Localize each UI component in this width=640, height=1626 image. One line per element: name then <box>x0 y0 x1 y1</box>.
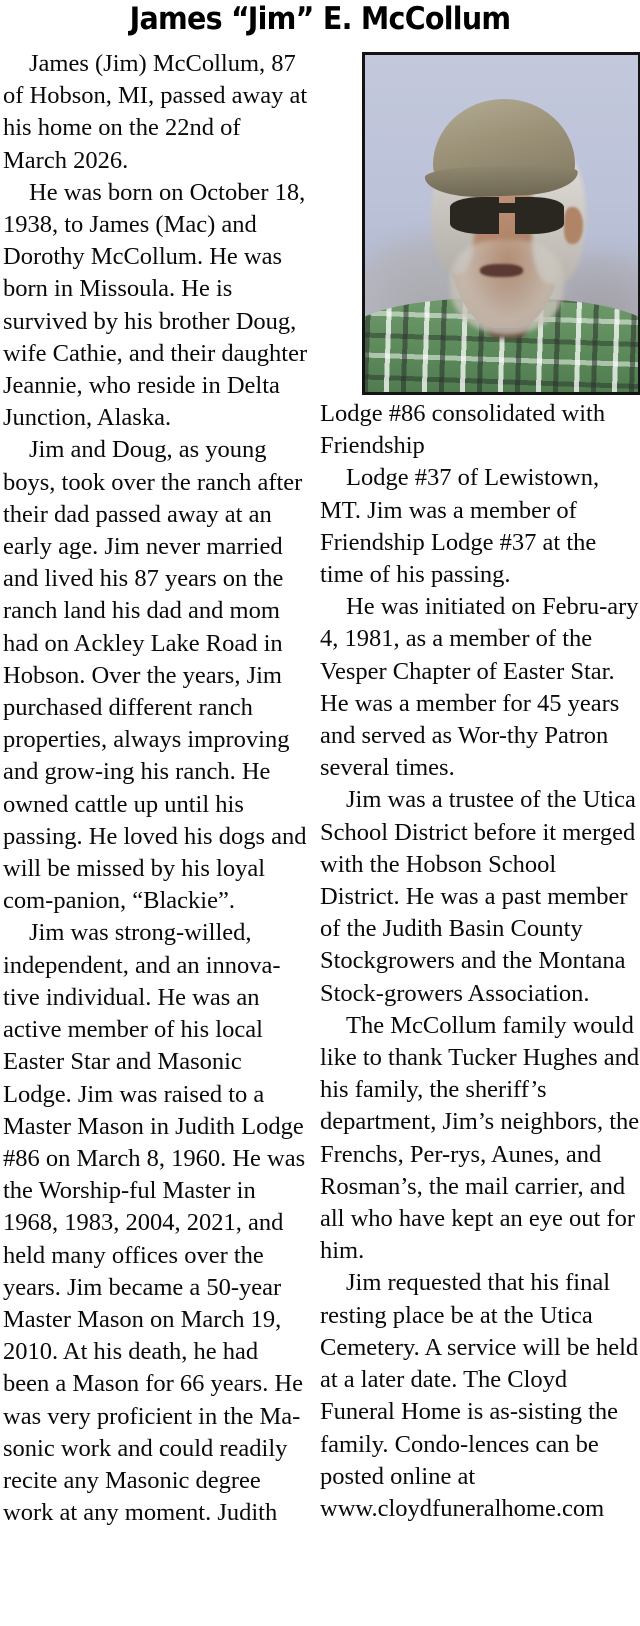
photo-beard <box>450 240 565 334</box>
paragraph: James (Jim) McCollum, 87 of Hobson, MI, passed away at his home on the 22nd of March 2026. <box>3 50 308 174</box>
page-title: James “Jim” E. McCollum <box>129 1 511 37</box>
paragraph: Lodge #86 consolidated with Friendship <box>320 400 606 460</box>
portrait-photo <box>362 52 640 395</box>
paragraph: Jim requested that his final resting place be at the Utica Cemetery. A service will be held at a later date. The Cloyd Funeral Home is as-sisting the family. Condo-lences can be posted online at www.cloydfuneralhome.com <box>320 1269 639 1522</box>
photo-sunglasses <box>450 197 565 234</box>
paragraph: Jim and Doug, as young boys, took over the ranch after their dad passed away at an early age. Jim never married and lived his 87 years on the ranch land his dad and mom had on Ackley Lake Road in Hobson. Over the years, Jim purchased different ranch properties, always improving and grow-ing his ranch. He owned cattle up until his passing. He loved his dogs and will be missed by his loyal com-panion, “Blackie”. <box>3 436 307 915</box>
obituary-left-column <box>3 48 310 1529</box>
photo-sunglasses-bridge <box>488 203 515 213</box>
paragraph: He was initiated on Febru-ary 4, 1981, as a member of the Vesper Chapter of Easter Star. He was a member for 45 years and served as Wor-thy Patron several times. <box>320 593 639 782</box>
portrait-photo-content <box>365 55 638 392</box>
paragraph: Jim was strong-willed, independent, and an innova-tive individual. He was an active member of his local Easter Star and Masonic Lodge. Jim was raised to a Master Mason in Judith Lodge #86 on March 8, 1960. He was the Worship-ful Master in 1968, 1983, 2004, 2021, and held many offices over the years. Jim became a 50-year Master Mason on March 19, 2010. At his death, he had been a Mason for 66 years. He was very proficient in the Ma-sonic work and could readily recite any Masonic degree work at any moment. Judith <box>3 919 306 1527</box>
paragraph: Jim was a trustee of the Utica School District before it merged with the Hobson School District. He was a past member of the Judith Basin County Stockgrowers and the Montana Stock-growers Association. <box>320 786 636 1007</box>
obituary-right-column <box>320 398 640 1525</box>
paragraph: He was born on October 18, 1938, to James (Mac) and Dorothy McCollum. He was born in Missoula. He is survived by his brother Doug, wife Cathie, and their daughter Jeannie, who reside in Delta Junction, Alaska. <box>3 178 308 432</box>
photo-mouth <box>480 264 524 277</box>
paragraph: The McCollum family would like to thank Tucker Hughes and his family, the sheriff’s department, Jim’s neighbors, the Frenchs, Per-rys, Aunes, and Rosman’s, the mail carrier, and all who have kept an eye out for him. <box>320 1011 640 1265</box>
paragraph: Lodge #37 of Lewistown, MT. Jim was a member of Friendship Lodge #37 at the time of his passing. <box>320 464 600 589</box>
